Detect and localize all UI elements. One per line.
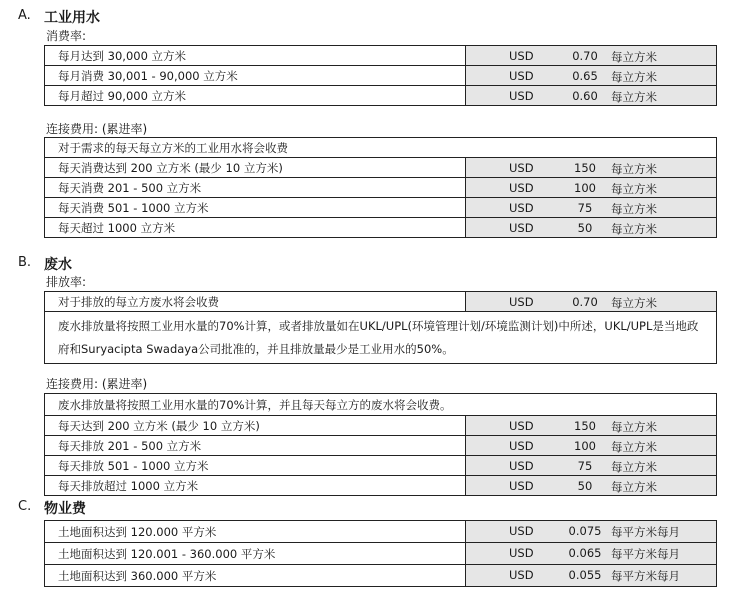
currency: USD [509,295,534,309]
price-cell [466,66,717,86]
price-value: 75 [577,201,593,215]
row-description: 土地面积达到 120.001 - 360.000 平方米 [45,543,466,565]
table-note: 废水排放量将按照工业用水量的70%计算，或者排放量如在UKL/UPL(环境管理计划/环境监测计划)中所述，UKL/UPL是当地政府和Suryacipta Swadaya公司批准的，并且排放量最少是工业用水的50%。 [45,312,717,364]
row-description: 每天达到 200 立方米 (最少 10 立方米) [45,416,466,436]
table-row [45,218,717,238]
price-unit: 每立方米 [611,440,657,454]
group-label: 排放率: [46,275,87,289]
price-cell [466,86,717,106]
rate-table [44,520,717,587]
price-unit: 每立方米 [611,222,657,236]
table-row [45,198,717,218]
section-title: 废水 [44,257,72,273]
table-row [45,292,717,312]
table-row [45,138,717,158]
price-value: 100 [574,439,596,453]
row-description: 每天排放 501 - 1000 立方米 [45,456,466,476]
currency: USD [509,161,534,175]
table-row [45,178,717,198]
section-letter: C. [18,499,32,514]
rate-table [44,393,717,496]
currency: USD [509,439,534,453]
price-cell [466,543,717,565]
price-cell [466,292,717,312]
price-unit: 每立方米 [611,162,657,176]
price-unit: 每立方米 [611,202,657,216]
table-row [45,565,717,587]
row-description: 每天消费达到 200 立方米 (最少 10 立方米) [45,158,466,178]
table-row [45,66,717,86]
rate-table [44,45,717,106]
row-description: 每天排放超过 1000 立方米 [45,476,466,496]
row-description: 每天消费 501 - 1000 立方米 [45,198,466,218]
section-title: 工业用水 [44,10,100,26]
price-value: 50 [577,479,593,493]
row-description: 每天消费 201 - 500 立方米 [45,178,466,198]
price-value: 50 [577,221,593,235]
price-value: 0.65 [572,69,598,83]
group-label: 消费率: [46,29,87,43]
price-unit: 每平方米每月 [611,569,680,583]
table-intro: 对于需求的每天每立方米的工业用水将会收费 [45,138,717,158]
table-row [45,158,717,178]
row-description: 土地面积达到 120.000 平方米 [45,521,466,543]
price-cell [466,158,717,178]
currency: USD [509,546,534,560]
currency: USD [509,568,534,582]
currency: USD [509,479,534,493]
price-cell [466,476,717,496]
currency: USD [509,89,534,103]
row-description: 每月消费 30,001 - 90,000 立方米 [45,66,466,86]
table-row [45,456,717,476]
table-row [45,312,717,364]
section-letter: B. [18,255,32,270]
group-label: 连接费用: (累进率) [46,122,148,136]
rate-table [44,137,717,238]
price-unit: 每立方米 [611,70,657,84]
currency: USD [509,524,534,538]
row-description: 对于排放的每立方废水将会收费 [45,292,466,312]
table-row [45,436,717,456]
currency: USD [509,221,534,235]
price-value: 150 [574,161,596,175]
price-unit: 每立方米 [611,182,657,196]
table-row [45,416,717,436]
currency: USD [509,459,534,473]
section-title: 物业费 [44,501,86,517]
price-unit: 每立方米 [611,460,657,474]
price-unit: 每立方米 [611,296,657,310]
table-row [45,521,717,543]
price-value: 150 [574,419,596,433]
price-unit: 每平方米每月 [611,525,680,539]
table-row [45,394,717,416]
rate-table [44,291,717,364]
price-cell [466,521,717,543]
table-row [45,46,717,66]
price-value: 0.60 [572,89,598,103]
price-cell [466,416,717,436]
price-unit: 每立方米 [611,50,657,64]
row-description: 每天超过 1000 立方米 [45,218,466,238]
section-letter: A. [18,8,31,23]
currency: USD [509,419,534,433]
price-unit: 每平方米每月 [611,547,680,561]
price-cell [466,565,717,587]
price-cell [466,218,717,238]
currency: USD [509,201,534,215]
price-value: 0.055 [568,568,602,582]
row-description: 土地面积达到 360.000 平方米 [45,565,466,587]
table-row [45,86,717,106]
group-label: 连接费用: (累进率) [46,377,148,391]
row-description: 每月达到 30,000 立方米 [45,46,466,66]
price-cell [466,198,717,218]
price-value: 100 [574,181,596,195]
currency: USD [509,181,534,195]
currency: USD [509,49,534,63]
row-description: 每月超过 90,000 立方米 [45,86,466,106]
price-value: 0.70 [572,295,598,309]
price-value: 0.70 [572,49,598,63]
price-cell [466,456,717,476]
price-cell [466,436,717,456]
table-intro: 废水排放量将按照工业用水量的70%计算，并且每天每立方的废水将会收费。 [45,394,717,416]
table-row [45,476,717,496]
price-value: 0.075 [568,524,602,538]
price-cell [466,178,717,198]
price-unit: 每立方米 [611,420,657,434]
price-value: 0.065 [568,546,602,560]
price-unit: 每立方米 [611,90,657,104]
price-value: 75 [577,459,593,473]
table-row [45,543,717,565]
price-cell [466,46,717,66]
price-unit: 每立方米 [611,480,657,494]
row-description: 每天排放 201 - 500 立方米 [45,436,466,456]
currency: USD [509,69,534,83]
